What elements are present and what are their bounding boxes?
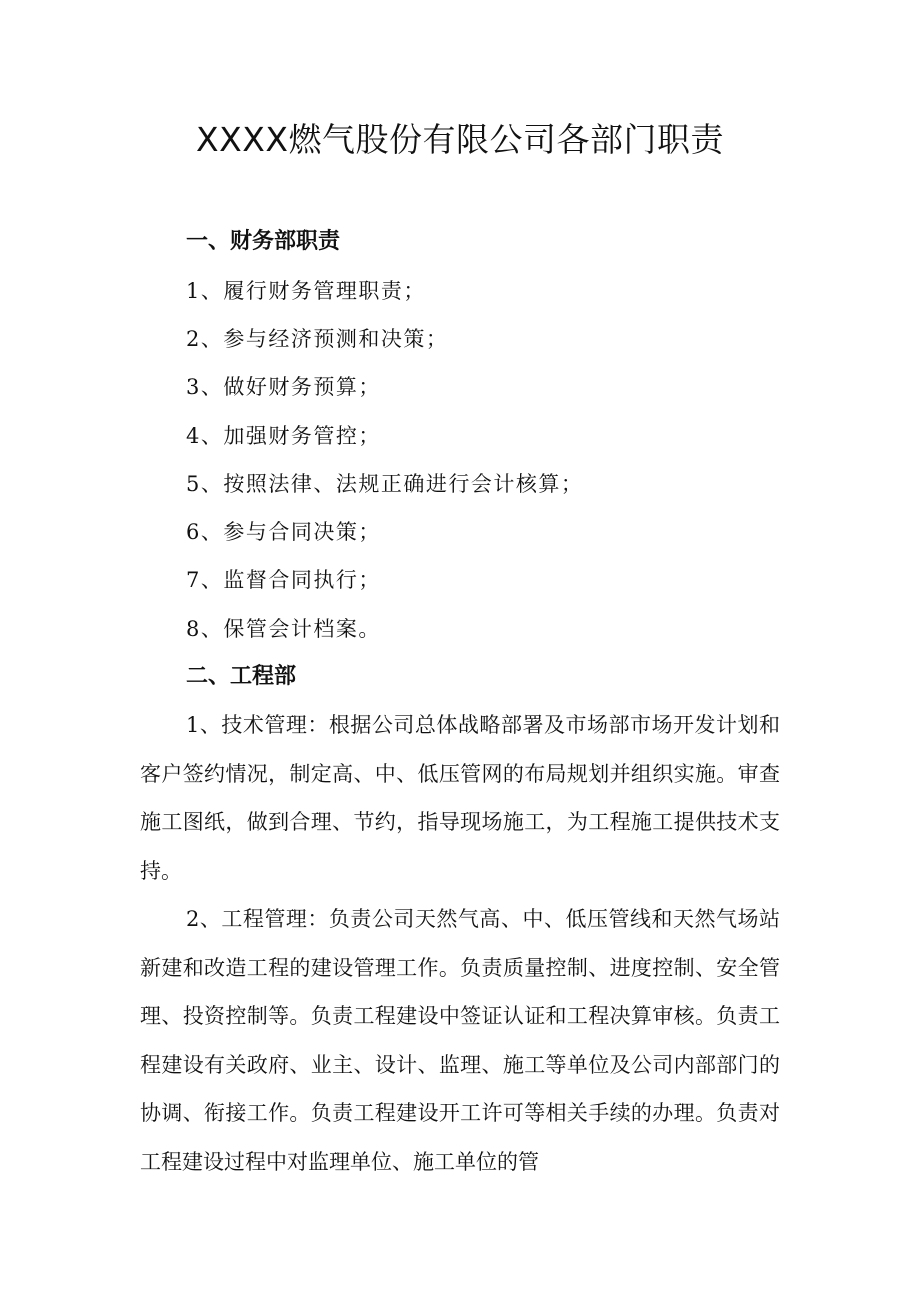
- paragraph-technical-management: 1、技术管理：根据公司总体战略部署及市场部市场开发计划和客户签约情况，制定高、中、低压管网的布局规划并组织实施。审查施工图纸，做到合理、节约，指导现场施工，为工程施工提供技术支持。: [140, 713, 780, 883]
- section-heading-finance: 一、财务部职责: [186, 229, 341, 254]
- paragraph-project-management: 2、工程管理：负责公司天然气高、中、低压管线和天然气场站新建和改造工程的建设管理工作。负责质量控制、进度控制、安全管理、投资控制等。负责工程建设中签证认证和工程决算审核。负责工程建设有关政府、业主、设计、监理、施工等单位及公司内部部门的协调、衔接工作。负责工程建设开工许可等相关手续的办理。负责对工程建设过程中对监理单位、施工单位的管: [140, 907, 780, 1174]
- list-item: 3、做好财务预算；: [186, 375, 381, 399]
- list-item: 6、参与合同决策；: [186, 520, 381, 544]
- document-title: XXXX燃气股份有限公司各部门职责: [196, 120, 724, 159]
- list-item: 5、按照法律、法规正确进行会计核算；: [186, 472, 584, 496]
- list-item: 2、参与经济预测和决策；: [186, 327, 449, 351]
- list-item: 8、保管会计档案。: [186, 617, 381, 641]
- list-item: 7、监督合同执行；: [186, 568, 381, 592]
- section-heading-engineering: 二、工程部: [186, 664, 297, 689]
- list-item: 4、加强财务管控；: [186, 424, 381, 448]
- list-item: 1、履行财务管理职责；: [186, 279, 426, 303]
